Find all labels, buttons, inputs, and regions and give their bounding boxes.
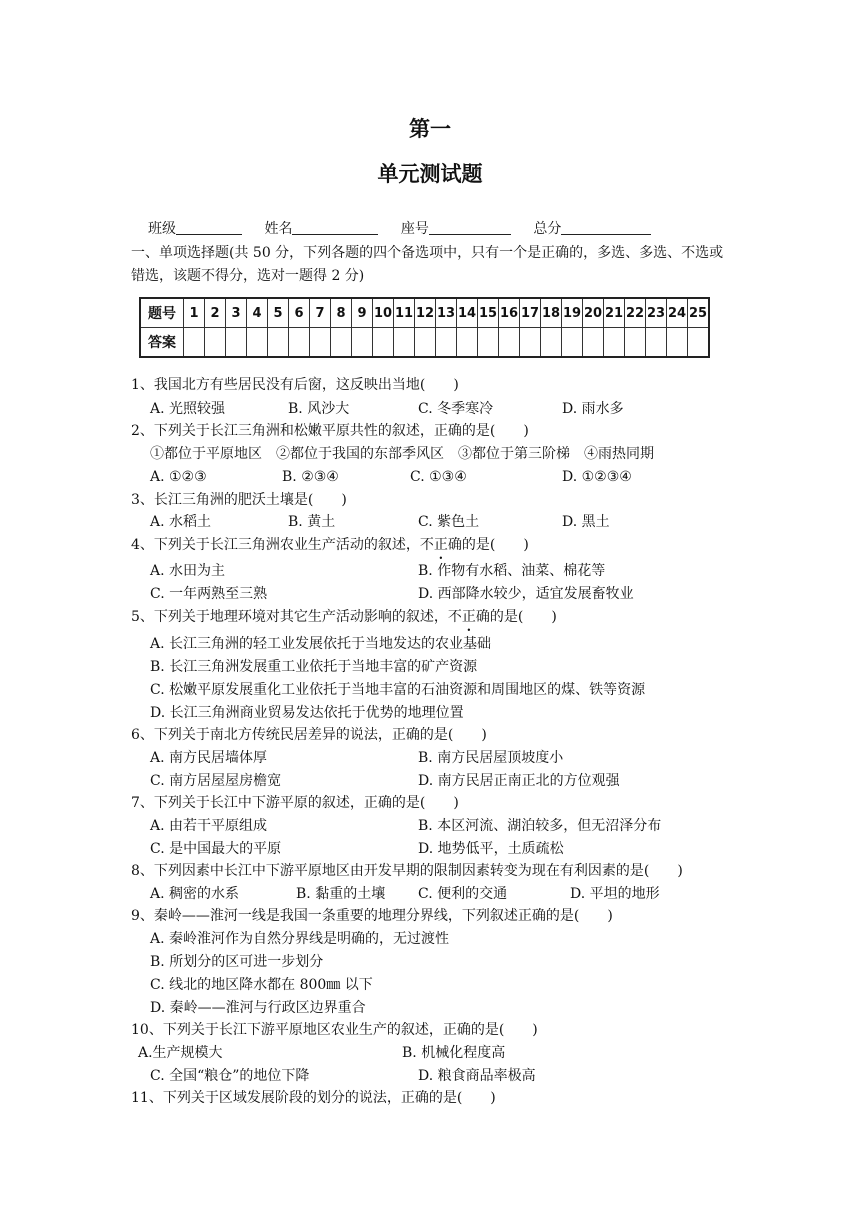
question-8-option-c[interactable]: C. 便利的交通 <box>418 886 508 902</box>
question-8-option-d[interactable]: D. 平坦的地形 <box>570 886 660 902</box>
answer-cell[interactable] <box>268 328 289 358</box>
question-4-stem-after: 的是( ) <box>461 537 529 553</box>
student-info-row <box>148 218 669 238</box>
question-3-option-c[interactable]: C. 紫色土 <box>418 514 480 530</box>
question-10-option-a[interactable]: A.生产规模大 <box>138 1045 223 1061</box>
number-cell: 21 <box>604 298 625 328</box>
answer-cell[interactable] <box>478 328 499 358</box>
question-9-option-a[interactable]: A. 秦岭淮河作为自然分界线是明确的，无过渡性 <box>150 931 450 947</box>
answer-cell[interactable] <box>205 328 226 358</box>
answer-cell[interactable] <box>310 328 331 358</box>
number-cell: 20 <box>583 298 604 328</box>
name-blank[interactable] <box>292 220 378 235</box>
answer-cell[interactable] <box>184 328 205 358</box>
question-4-option-b[interactable]: B. 作物有水稻、油菜、棉花等 <box>418 563 606 579</box>
question-5-option-b[interactable]: B. 长江三角洲发展重工业依托于当地丰富的矿产资源 <box>150 659 478 675</box>
score-label: 总分 <box>533 221 562 237</box>
page-title-line2: 单元测试题 <box>377 162 483 186</box>
answer-cell[interactable] <box>583 328 604 358</box>
question-10-option-d[interactable]: D. 粮食商品率极高 <box>418 1068 536 1084</box>
question-4-option-d[interactable]: D. 西部降水较少，适宜发展畜牧业 <box>418 586 634 602</box>
number-cell: 25 <box>688 298 710 328</box>
question-7-option-c[interactable]: C. 是中国最大的平原 <box>150 841 282 857</box>
question-4-option-c[interactable]: C. 一年两熟至三熟 <box>150 586 268 602</box>
question-2-option-a[interactable]: A. ①②③ <box>150 469 207 485</box>
answer-cell[interactable] <box>604 328 625 358</box>
number-cell: 13 <box>436 298 457 328</box>
answer-cell[interactable] <box>352 328 373 358</box>
answer-table <box>139 297 710 358</box>
page-title-line1: 第一 <box>409 117 451 141</box>
question-7-option-b[interactable]: B. 本区河流、湖泊较多，但无沼泽分布 <box>418 818 662 834</box>
answer-cell[interactable] <box>247 328 268 358</box>
question-4-emphasis: 不正确 <box>419 537 462 553</box>
section-instruction: 一、单项选择题(共 50 分，下列各题的四个备选项中，只有一个是正确的，多选、多选、不选或错选，该题不得分，选对一题得 2 分) <box>131 245 724 284</box>
question-8-option-b[interactable]: B. 黏重的土壤 <box>296 886 386 902</box>
question-1-option-c[interactable]: C. 冬季寒冷 <box>418 401 494 417</box>
question-5-emphasis: 不正确 <box>447 609 490 625</box>
number-cell: 10 <box>373 298 394 328</box>
number-cell: 22 <box>625 298 646 328</box>
answer-table-number-row <box>140 298 709 328</box>
number-cell: 23 <box>646 298 667 328</box>
class-field[interactable] <box>148 218 242 238</box>
class-blank[interactable] <box>176 220 242 235</box>
question-5-stem-before: 5、下列关于地理环境对其它生产活动影响的叙述， <box>131 609 448 625</box>
question-1-option-d[interactable]: D. 雨水多 <box>562 401 624 417</box>
question-4-stem <box>131 535 529 555</box>
question-3-option-a[interactable]: A. 水稻土 <box>150 514 212 530</box>
question-7-stem: 7、下列关于长江中下游平原的叙述，正确的是( ) <box>131 795 459 811</box>
name-field[interactable] <box>264 218 378 238</box>
question-6-option-c[interactable]: C. 南方居屋屋房檐宽 <box>150 773 282 789</box>
seat-field[interactable] <box>401 218 511 238</box>
name-label: 姓名 <box>264 221 293 237</box>
number-cell: 6 <box>289 298 310 328</box>
question-1-option-b[interactable]: B. 风沙大 <box>288 401 350 417</box>
number-cell: 15 <box>478 298 499 328</box>
answer-cell[interactable] <box>394 328 415 358</box>
number-cell: 11 <box>394 298 415 328</box>
number-cell: 18 <box>541 298 562 328</box>
number-cell: 14 <box>457 298 478 328</box>
answer-cell[interactable] <box>667 328 688 358</box>
question-3-option-d[interactable]: D. 黑土 <box>562 514 610 530</box>
number-cell: 1 <box>184 298 205 328</box>
answer-cell[interactable] <box>289 328 310 358</box>
number-cell: 8 <box>331 298 352 328</box>
number-cell: 9 <box>352 298 373 328</box>
question-9-option-c[interactable]: C. 线北的地区降水都在 800㎜ 以下 <box>150 977 373 993</box>
question-2-option-d[interactable]: D. ①②③④ <box>562 469 632 485</box>
question-6-stem: 6、下列关于南北方传统民居差异的说法，正确的是( ) <box>131 727 487 743</box>
number-cell: 16 <box>499 298 520 328</box>
question-8-stem: 8、下列因素中长江中下游平原地区由开发早期的限制因素转变为现在有利因素的是( ) <box>131 863 683 879</box>
answer-cell[interactable] <box>520 328 541 358</box>
question-7-option-d[interactable]: D. 地势低平，土质疏松 <box>418 841 564 857</box>
question-4-stem-before: 4、下列关于长江三角洲农业生产活动的叙述， <box>131 537 420 553</box>
score-blank[interactable] <box>561 220 651 235</box>
question-4-option-a[interactable]: A. 水田为主 <box>150 563 226 579</box>
answer-cell[interactable] <box>541 328 562 358</box>
number-cell: 7 <box>310 298 331 328</box>
answer-cell[interactable] <box>373 328 394 358</box>
question-9-stem: 9、秦岭——淮河一线是我国一条重要的地理分界线，下列叙述正确的是( ) <box>131 908 613 924</box>
question-2-option-c[interactable]: C. ①③④ <box>410 469 467 485</box>
question-5-option-a[interactable]: A. 长江三角洲的轻工业发展依托于当地发达的农业基础 <box>150 636 492 652</box>
question-9-option-d[interactable]: D. 秦岭——淮河与行政区边界重合 <box>150 1000 366 1016</box>
answer-cell[interactable] <box>562 328 583 358</box>
number-row-label: 题号 <box>140 298 184 328</box>
seat-label: 座号 <box>400 221 429 237</box>
answer-cell[interactable] <box>436 328 457 358</box>
answer-cell[interactable] <box>331 328 352 358</box>
answer-cell[interactable] <box>688 328 710 358</box>
question-2-stem: 2、下列关于长江三角洲和松嫩平原共性的叙述，正确的是( ) <box>131 423 529 439</box>
question-1-stem: 1、我国北方有些居民没有后窗，这反映出当地( ) <box>131 377 459 393</box>
question-5-stem <box>131 607 557 627</box>
question-6-option-a[interactable]: A. 南方民居墙体厚 <box>150 750 268 766</box>
question-10-option-c[interactable]: C. 全国“粮仓”的地位下降 <box>150 1068 310 1084</box>
question-3-option-b[interactable]: B. 黄土 <box>288 514 336 530</box>
answer-cell[interactable] <box>457 328 478 358</box>
answer-cell[interactable] <box>646 328 667 358</box>
question-7-option-a[interactable]: A. 由若干平原组成 <box>150 818 268 834</box>
seat-blank[interactable] <box>429 220 511 235</box>
question-10-option-b[interactable]: B. 机械化程度高 <box>402 1045 506 1061</box>
answer-row-label: 答案 <box>140 328 184 358</box>
question-5-option-d[interactable]: D. 长江三角洲商业贸易发达依托于优势的地理位置 <box>150 705 464 721</box>
question-5-stem-after: 的是( ) <box>489 609 557 625</box>
answer-cell[interactable] <box>625 328 646 358</box>
number-cell: 4 <box>247 298 268 328</box>
number-cell: 3 <box>226 298 247 328</box>
answer-table-answer-row <box>140 328 709 358</box>
number-cell: 12 <box>415 298 436 328</box>
question-11-stem: 11、下列关于区域发展阶段的划分的说法，正确的是( ) <box>131 1090 496 1106</box>
number-cell: 24 <box>667 298 688 328</box>
answer-cell[interactable] <box>415 328 436 358</box>
question-1-option-a[interactable]: A. 光照较强 <box>150 401 226 417</box>
answer-cell[interactable] <box>226 328 247 358</box>
number-cell: 2 <box>205 298 226 328</box>
number-cell: 19 <box>562 298 583 328</box>
question-8-option-a[interactable]: A. 稠密的水系 <box>150 886 240 902</box>
question-2-option-b[interactable]: B. ②③④ <box>282 469 339 485</box>
question-10-stem: 10、下列关于长江下游平原地区农业生产的叙述，正确的是( ) <box>131 1022 538 1038</box>
class-label: 班级 <box>148 221 176 237</box>
number-cell: 5 <box>268 298 289 328</box>
question-3-stem: 3、长江三角洲的肥沃土壤是( ) <box>131 492 347 508</box>
question-9-option-b[interactable]: B. 所划分的区可进一步划分 <box>150 954 324 970</box>
question-2-statement: ①都位于平原地区 ②都位于我国的东部季风区 ③都位于第三阶梯 ④雨热同期 <box>150 446 654 462</box>
number-cell: 17 <box>520 298 541 328</box>
score-field[interactable] <box>533 218 651 238</box>
question-5-option-c[interactable]: C. 松嫩平原发展重化工业依托于当地丰富的石油资源和周围地区的煤、铁等资源 <box>150 682 646 698</box>
question-6-option-b[interactable]: B. 南方民居屋顶坡度小 <box>418 750 564 766</box>
answer-cell[interactable] <box>499 328 520 358</box>
question-6-option-d[interactable]: D. 南方民居正南正北的方位观强 <box>418 773 620 789</box>
